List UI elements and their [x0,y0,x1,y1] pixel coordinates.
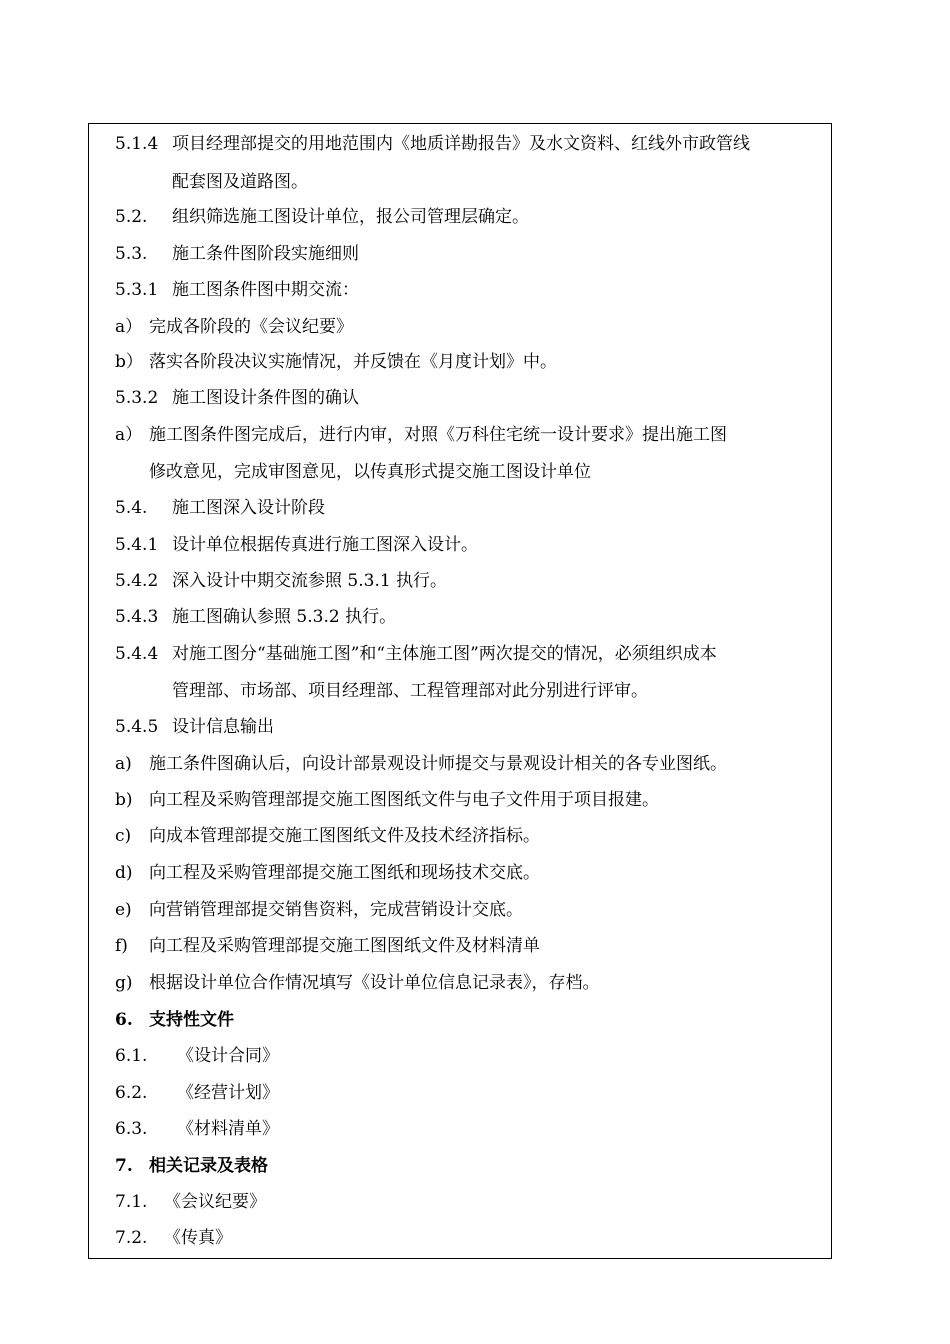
item-text: 向工程及采购管理部提交施工图图纸文件与电子文件用于项目报建。 [149,790,659,810]
item-text: 根据设计单位合作情况填写《设计单位信息记录表》，存档。 [149,973,600,993]
item-number: 5.4.1 [115,535,159,555]
item-text: 施工条件图确认后，向设计部景观设计师提交与景观设计相关的各专业图纸。 [149,754,727,774]
item-number: 6.2. [115,1083,148,1103]
item-text: 《设计合同》 [177,1046,279,1066]
item-number: 6.3. [115,1119,148,1139]
item-continuation: 管理部、市场部、项目经理部、工程管理部对此分别进行评审。 [172,681,648,701]
item-text: 向营销管理部提交销售资料，完成营销设计交底。 [149,900,523,920]
item-number: 5.4.4 [115,644,159,664]
item-number: 7.2. [115,1228,148,1248]
item-continuation: 配套图及道路图。 [172,172,308,192]
item-number: f) [115,936,128,956]
item-number: 5.4.3 [115,607,159,627]
item-text: 落实各阶段决议实施情况，并反馈在《月度计划》中。 [149,352,557,372]
item-number: 5.3.1 [115,280,159,300]
item-number: 5.4.2 [115,571,159,591]
item-text: 向工程及采购管理部提交施工图图纸文件及材料清单 [149,936,540,956]
item-number: b) [115,790,133,810]
item-number: 5.3.2 [115,388,159,408]
item-number: 7. [115,1156,133,1176]
item-text: 《经营计划》 [177,1083,279,1103]
item-text: 施工图设计条件图的确认 [172,388,359,408]
item-text: 完成各阶段的《会议纪要》 [149,317,353,337]
item-text: 施工图深入设计阶段 [172,498,325,518]
item-number: 5.2. [115,207,148,227]
item-number: a） [115,317,143,337]
item-text: 施工图确认参照 5.3.2 执行。 [172,607,397,627]
item-text: 设计单位根据传真进行施工图深入设计。 [172,535,478,555]
item-text: 组织筛选施工图设计单位，报公司管理层确定。 [172,207,529,227]
item-number: 5.4.5 [115,717,159,737]
item-text: 深入设计中期交流参照 5.3.1 执行。 [172,571,448,591]
item-text: 施工图条件图完成后，进行内审，对照《万科住宅统一设计要求》提出施工图 [149,425,727,445]
item-number: 6. [115,1010,133,1030]
item-number: 6.1. [115,1046,148,1066]
item-text: 施工条件图阶段实施细则 [172,244,359,264]
item-number: g) [115,973,133,993]
item-text: 设计信息输出 [172,717,274,737]
item-number: a） [115,425,143,445]
item-continuation: 修改意见，完成审图意见，以传真形式提交施工图设计单位 [149,462,591,482]
item-number: 5.3. [115,244,148,264]
item-text: 《材料清单》 [177,1119,279,1139]
item-number: e) [115,900,132,920]
item-text: 项目经理部提交的用地范围内《地质详勘报告》及水文资料、红线外市政管线 [172,134,750,154]
item-text: 相关记录及表格 [149,1156,268,1176]
item-number: a) [115,754,132,774]
item-number: 5.4. [115,498,148,518]
item-text: 《会议纪要》 [164,1192,266,1212]
item-text: 《传真》 [164,1228,232,1248]
item-number: 7.1. [115,1192,148,1212]
item-number: b） [115,352,143,372]
item-text: 施工图条件图中期交流： [172,280,359,300]
item-text: 向工程及采购管理部提交施工图纸和现场技术交底。 [149,863,540,883]
item-number: d) [115,863,133,883]
item-text: 向成本管理部提交施工图图纸文件及技术经济指标。 [149,826,540,846]
item-number: c) [115,826,132,846]
item-number: 5.1.4 [115,134,159,154]
item-text: 支持性文件 [149,1010,234,1030]
item-text: 对施工图分“基础施工图”和“主体施工图”两次提交的情况，必须组织成本 [172,644,717,664]
